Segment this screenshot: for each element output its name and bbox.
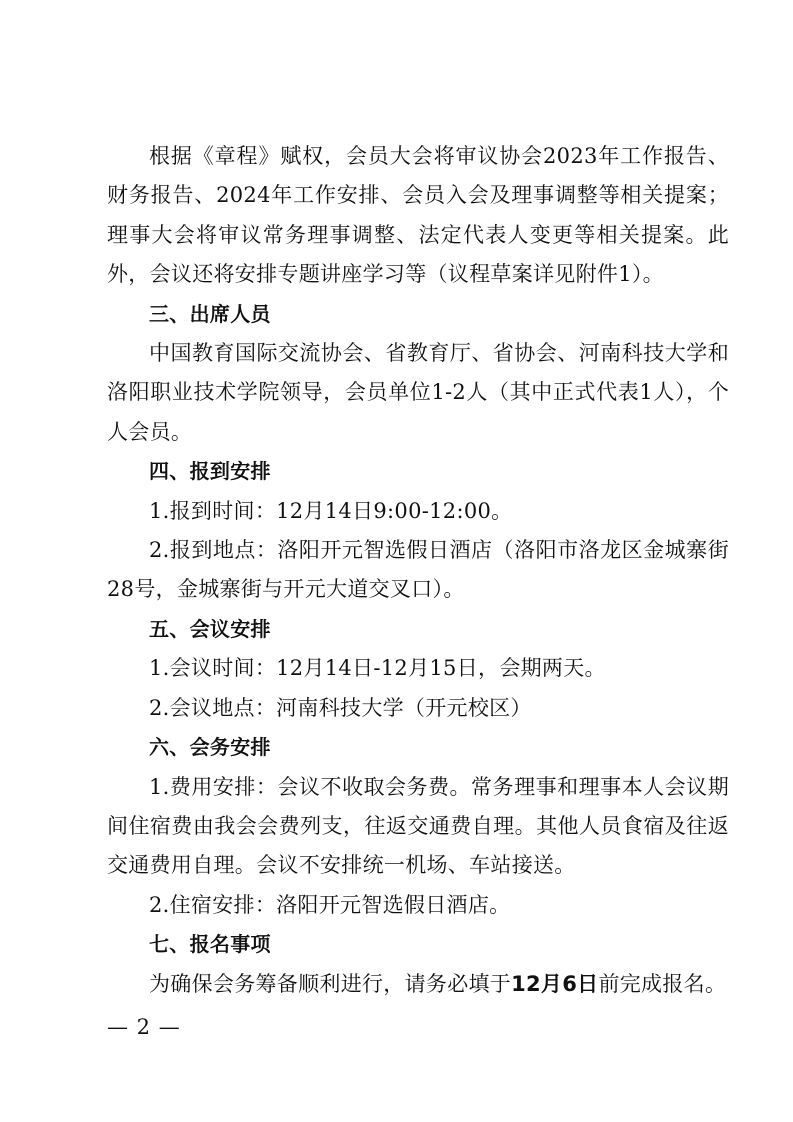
paragraph-attendees: 中国教育国际交流协会、省教育厅、省协会、河南科技大学和洛阳职业技术学院领导，会员单位1-2人（其中正式代表1人），个人会员。 [107,341,729,444]
paragraph-registration-place: 2.报到地点：洛阳开元智选假日酒店（洛阳市洛龙区金城寨街28号，金城寨街与开元大道交叉口）。 [107,538,729,602]
paragraph-meeting-place: 2.会议地点：河南科技大学（开元校区） [149,695,532,720]
signup-deadline: 12月6日 [511,971,599,996]
document-body [107,137,729,1004]
paragraph-fees: 1.费用安排：会议不收取会务费。常务理事和理事本人会议期间住宿费由我会会费列支，往返交通费自理。其他人员食宿及往返交通费用自理。会议不安排统一机场、车站接送。 [107,774,729,878]
paragraph-accommodation: 2.住宿安排：洛阳开元智选假日酒店。 [149,892,511,917]
signup-text-after: 前完成报名。 [598,971,727,996]
section-heading-signup: 七、报名事项 [149,932,271,957]
paragraph-agenda: 根据《章程》赋权，会员大会将审议协会2023年工作报告、财务报告、2024年工作安排、会员入会及理事调整等相关提案；理事大会将审议常务理事调整、法定代表人变更等相关提案。此外，会议还将安排专题讲座学习等（议程草案详见附件1）。 [107,144,729,287]
paragraph-registration-time: 1.报到时间：12月14日9:00-12:00。 [149,498,513,523]
paragraph-meeting-time: 1.会议时间：12月14日-12月15日，会期两天。 [149,656,606,681]
paragraph-signup [107,965,729,1004]
signup-text-before: 为确保会务筹备顺利进行，请务必填于 [149,971,512,996]
page-number: — 2 — [107,1015,181,1039]
section-heading-registration: 四、报到安排 [149,459,271,484]
section-heading-meeting: 五、会议安排 [149,616,271,641]
section-heading-logistics: 六、会务安排 [149,735,271,760]
section-heading-attendees: 三、出席人员 [149,301,271,326]
